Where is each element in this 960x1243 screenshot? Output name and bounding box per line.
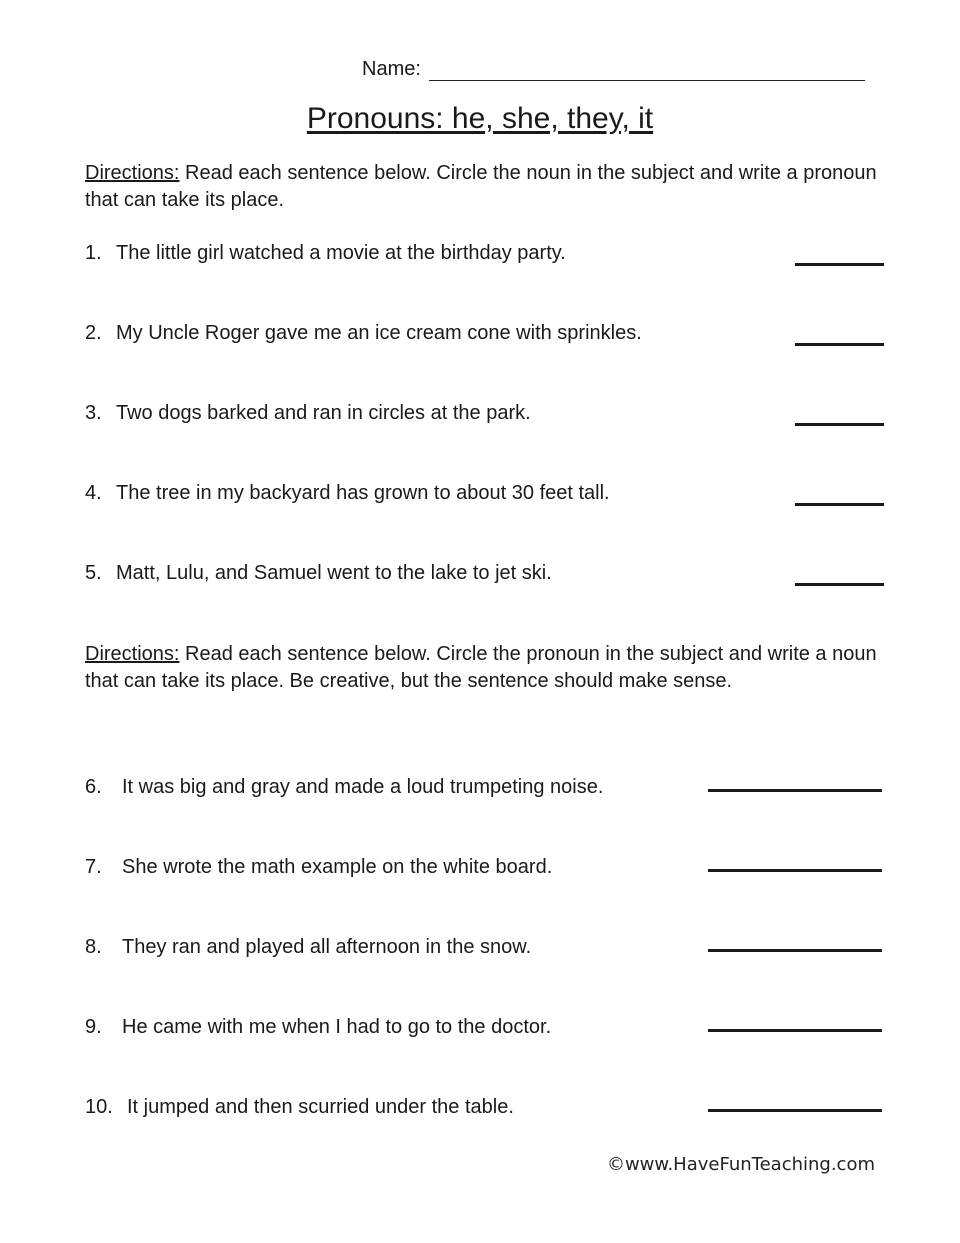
directions-text: Read each sentence below. Circle the pronoun in the subject and write a noun that can take its place. Be creative, but the sentence should make sense. — [85, 643, 877, 692]
question-text: It jumped and then scurried under the table. — [127, 1096, 514, 1118]
question-text: The little girl watched a movie at the birthday party. — [116, 242, 566, 264]
directions-text: Read each sentence below. Circle the noun in the subject and write a pronoun that can take its place. — [85, 162, 877, 211]
answer-line[interactable] — [795, 583, 884, 586]
question-text: Two dogs barked and ran in circles at the park. — [116, 402, 531, 424]
question-number: 10. — [85, 1096, 113, 1118]
answer-line[interactable] — [708, 789, 882, 792]
question-number: 3. — [85, 402, 102, 424]
question-item — [85, 321, 642, 345]
name-label: Name: — [362, 58, 421, 80]
question-item — [85, 561, 552, 585]
name-blank-line[interactable] — [429, 58, 865, 81]
question-number: 5. — [85, 562, 102, 584]
question-number: 9. — [85, 1016, 102, 1038]
question-number: 6. — [85, 776, 102, 798]
question-text: My Uncle Roger gave me an ice cream cone with sprinkles. — [116, 322, 642, 344]
question-number: 2. — [85, 322, 102, 344]
question-item — [85, 855, 552, 879]
answer-line[interactable] — [708, 869, 882, 872]
question-item — [85, 935, 531, 959]
worksheet-title: Pronouns: he, she, they, it — [306, 102, 654, 135]
question-item — [85, 241, 566, 265]
answer-line[interactable] — [795, 423, 884, 426]
question-number: 8. — [85, 936, 102, 958]
question-text: It was big and gray and made a loud trumpeting noise. — [122, 776, 604, 798]
answer-line[interactable] — [708, 1029, 882, 1032]
name-field-row — [362, 58, 865, 81]
question-number: 1. — [85, 242, 102, 264]
answer-line[interactable] — [795, 263, 884, 266]
question-text: He came with me when I had to go to the doctor. — [122, 1016, 552, 1038]
question-item — [85, 1015, 551, 1039]
directions-label: Directions: — [85, 643, 180, 665]
question-item — [85, 401, 531, 425]
question-item — [85, 775, 603, 799]
answer-line[interactable] — [795, 343, 884, 346]
question-text: She wrote the math example on the white board. — [122, 856, 553, 878]
question-text: Matt, Lulu, and Samuel went to the lake to jet ski. — [116, 562, 552, 584]
question-item — [85, 481, 610, 505]
question-text: They ran and played all afternoon in the snow. — [122, 936, 532, 958]
answer-line[interactable] — [795, 503, 884, 506]
question-number: 7. — [85, 856, 102, 878]
question-number: 4. — [85, 482, 102, 504]
question-text: The tree in my backyard has grown to about 30 feet tall. — [116, 482, 610, 504]
directions-section-2 — [85, 641, 885, 694]
question-item — [85, 1095, 514, 1119]
directions-section-1 — [85, 160, 885, 213]
copyright-footer: ©www.HaveFunTeaching.com — [606, 1154, 875, 1175]
answer-line[interactable] — [708, 949, 882, 952]
directions-label: Directions: — [85, 162, 180, 184]
answer-line[interactable] — [708, 1109, 882, 1112]
